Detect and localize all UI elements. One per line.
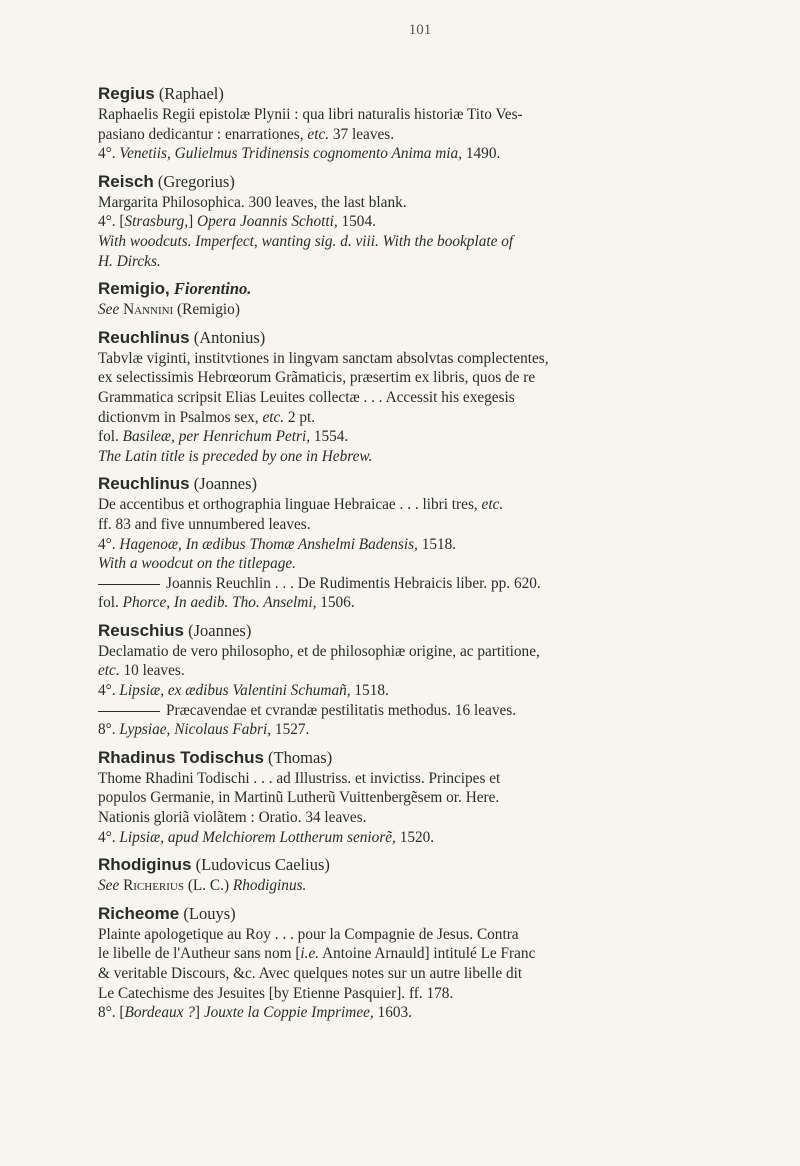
entry-heading (98, 171, 742, 193)
entry-heading (98, 278, 742, 300)
entry-text: 1527. (271, 721, 310, 739)
entry-text: le libelle de l'Autheur sans nom [ (98, 945, 301, 963)
entry-text: Jouxte la Coppie Imprimee, (203, 1004, 374, 1022)
entry-text: Joannis Reuchlin . . . De Rudimentis Hebraicis liber. pp. 620. (166, 574, 541, 592)
catalogue-entry (98, 854, 742, 896)
entry-text: Opera Joannis Schotti, (197, 213, 338, 231)
entry-text: Le Catechisme des Jesuites [by Etienne Pasquier]. ff. 178. (98, 984, 454, 1002)
entry-heading-qualifier: Fiorentino. (169, 279, 252, 299)
cross-reference-name: Richerius (123, 877, 184, 895)
entry-line (98, 642, 742, 662)
entry-text: etc. (307, 125, 330, 143)
entry-text: 10 leaves. (119, 662, 185, 680)
entry-text: De accentibus et orthographia linguae Hebraicae . . . libri tres, (98, 496, 482, 514)
entry-text: Lipsiæ, ex ædibus Valentini Schumañ, (119, 682, 351, 700)
entry-heading-qualifier: (Joannes) (189, 474, 257, 494)
entry-text: 1554. (310, 428, 349, 446)
entry-heading-qualifier: (Thomas) (263, 747, 333, 767)
entry-line (98, 232, 742, 252)
entry-text: 8°. [ (98, 1004, 125, 1022)
entry-text: 1518. (350, 682, 389, 700)
entry-text: See (98, 877, 120, 895)
entry-text: ex selectissimis Hebrœorum Grãmaticis, præsertim ex libris, quos de re (98, 369, 536, 387)
entry-text: Strasburg, (124, 213, 189, 231)
entry-line (98, 788, 742, 808)
entry-text: fol. (98, 428, 123, 446)
catalogue-entry (98, 278, 742, 320)
entry-heading-name: Reuchlinus (98, 327, 190, 347)
entry-line (98, 144, 742, 164)
entry-line (98, 125, 742, 145)
entry-text: 1490. (462, 145, 501, 163)
entry-heading (98, 747, 742, 769)
entry-line (98, 876, 742, 896)
entry-text: Declamatio de vero philosopho, et de philosophiæ origine, ac partitione, (98, 642, 540, 660)
entry-heading-name: Rhodiginus (98, 855, 192, 875)
entry-text: ] (188, 213, 198, 231)
entry-text: H. Dircks. (98, 252, 161, 270)
entry-heading-name: Richeome (98, 903, 180, 923)
entry-heading (98, 854, 742, 876)
entry-heading-qualifier: (Raphael) (154, 84, 224, 103)
entry-line (98, 535, 742, 555)
entry-line (98, 212, 742, 232)
entry-text: 4°. (98, 682, 120, 700)
entry-text: Venetiis, Gulielmus Tridinensis cognomento Anima mia, (119, 145, 463, 163)
entry-text: & veritable Discours, &c. Avec quelques notes sur un autre libelle dit (98, 965, 523, 982)
entry-heading (98, 620, 742, 642)
entry-text: Bordeaux ? (124, 1004, 195, 1022)
entry-heading (98, 83, 742, 105)
entry-text: Hagenoæ, In ædibus Thomæ Anshelmi Badensis, (119, 535, 418, 553)
entry-text: Antoine Arnauld] intitulé Le Franc (319, 945, 536, 963)
entry-line (98, 769, 742, 789)
entry-text: i.e. (300, 945, 320, 963)
entry-line (98, 408, 742, 428)
entry-line (98, 427, 742, 447)
entry-text: dictionvm in Psalmos sex, (98, 408, 263, 426)
entry-text: 1504. (337, 213, 376, 231)
entry-text: 37 leaves. (329, 125, 395, 143)
entry-line (98, 193, 742, 213)
cross-reference-name: Nannini (123, 301, 174, 319)
entry-heading-name: Reuschius (98, 620, 184, 640)
entry-line (98, 300, 742, 320)
catalogue-entry (98, 83, 742, 164)
entry-text: 4°. [ (98, 213, 125, 231)
entry-line (98, 574, 742, 594)
entry-line (98, 252, 742, 272)
entry-line (98, 515, 742, 535)
entry-text: Rhodiginus. (232, 877, 307, 895)
entry-text: Præcavendae et cvrandæ pestilitatis methodus. 16 leaves. (166, 701, 517, 719)
entry-line (98, 447, 742, 467)
entry-line (98, 720, 742, 740)
entry-text: With a woodcut on the titlepage. (98, 555, 296, 573)
entry-text: 8°. (98, 721, 120, 739)
entry-text: Thome Rhadini Todischi . . . ad Illustriss. et invictiss. Principes et (98, 769, 501, 787)
catalogue-entry (98, 171, 742, 271)
entry-line (98, 984, 742, 1004)
entry-heading (98, 327, 742, 349)
entry-heading-name: Remigio, (98, 279, 170, 299)
catalogue-entry (98, 747, 742, 847)
entry-text: With woodcuts. Imperfect, wanting sig. d. viii. With the bookplate of (98, 232, 514, 250)
entry-text: populos Germanie, in Martinũ Lutherũ Vuittenbergẽsem or. Here. (98, 789, 500, 807)
entry-text: 1506. (316, 594, 355, 612)
entry-heading-qualifier: (Joannes) (183, 620, 252, 640)
entry-line (98, 105, 742, 125)
entry-text: ff. 83 and five unnumbered leaves. (98, 515, 311, 533)
entry-text: Tabvlæ viginti, institvtiones in lingvam sanctam absolvtas complectentes, (98, 349, 549, 367)
entry-heading-name: Regius (98, 84, 155, 103)
catalogue-entry (98, 620, 742, 740)
entry-text: Lipsiæ, apud Melchiorem Lottherum seniorẽ, (119, 828, 396, 846)
entry-line (98, 1003, 742, 1023)
entry-heading-qualifier: (Ludovicus Caelius) (191, 855, 330, 875)
entry-text: 1603. (373, 1004, 412, 1022)
entry-text: 4°. (98, 145, 120, 163)
entry-text: Plainte apologetique au Roy . . . pour la Compagnie de Jesus. Contra (98, 925, 519, 943)
entry-text: pasiano dedicantur : enarrationes, (98, 125, 308, 143)
entry-line (98, 701, 742, 721)
entry-line (98, 388, 742, 408)
entry-text: etc. (262, 408, 285, 426)
entry-text: Basileæ, per Henrichum Petri, (122, 428, 311, 446)
entry-text: ] (194, 1004, 204, 1022)
entry-list (98, 83, 742, 1023)
entry-text: Phorce, In aedib. Tho. Anselmi, (122, 594, 317, 612)
entry-line (98, 593, 742, 613)
entry-text: 2 pt. (284, 408, 316, 426)
entry-text: Nationis gloriã violãtem : Oratio. 34 leaves. (98, 809, 367, 827)
entry-text: 4°. (98, 828, 120, 846)
catalogue-entry (98, 473, 742, 613)
entry-heading (98, 903, 742, 925)
entry-line (98, 368, 742, 388)
entry-line (98, 808, 742, 828)
entry-text: The Latin title is preceded by one in Hebrew. (98, 447, 373, 465)
entry-heading-qualifier: (Louys) (179, 903, 236, 923)
entry-heading-name: Rhadinus Todischus (98, 747, 264, 767)
entry-text: 1520. (395, 828, 435, 846)
entry-heading (98, 473, 742, 495)
entry-text: 1518. (417, 535, 457, 553)
entry-heading-name: Reuchlinus (98, 474, 190, 494)
entry-text: Grammatica scripsit Elias Leuites collectæ . . . Accessit his exegesis (98, 388, 515, 406)
catalogue-entry (98, 903, 742, 1023)
entry-line (98, 661, 742, 681)
entry-heading-name: Reisch (98, 171, 154, 191)
entry-line (98, 828, 742, 848)
entry-text: Margarita Philosophica. 300 leaves, the last blank. (98, 193, 407, 211)
entry-line (98, 925, 742, 945)
ditto-dash (98, 584, 160, 585)
catalogue-entry (98, 327, 742, 467)
entry-heading-qualifier: (Antonius) (189, 327, 266, 347)
entry-heading-qualifier: (Gregorius) (153, 171, 235, 191)
entry-text: etc. (98, 662, 120, 680)
entry-text: etc. (481, 496, 504, 514)
entry-text: See (98, 301, 120, 319)
entry-line (98, 349, 742, 369)
ditto-dash (98, 711, 160, 712)
entry-text: 4°. (98, 535, 120, 553)
entry-line (98, 964, 742, 984)
entry-text: (Remigio) (173, 301, 240, 319)
entry-line (98, 681, 742, 701)
entry-text: Raphaelis Regii epistolæ Plynii : qua libri naturalis historiæ Tito Ves- (98, 106, 523, 123)
entry-text: fol. (98, 594, 123, 612)
entry-line (98, 944, 742, 964)
page-number: 101 (408, 22, 432, 38)
entry-text: (L. C.) (184, 877, 233, 895)
entry-line (98, 495, 742, 515)
entry-text: Lypsiae, Nicolaus Fabri, (119, 721, 272, 739)
entry-line (98, 554, 742, 574)
